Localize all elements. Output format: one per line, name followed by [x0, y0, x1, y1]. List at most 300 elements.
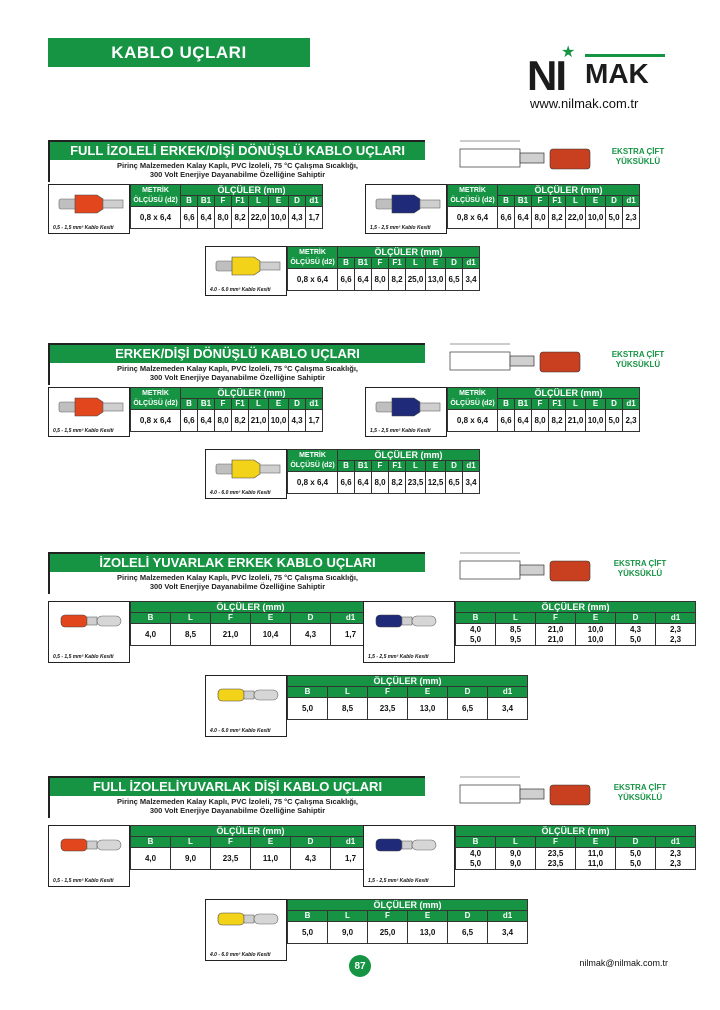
- table-cell: [496, 624, 536, 646]
- spec-table: [287, 899, 528, 944]
- column-header: L: [566, 399, 586, 410]
- cell-value: 12,5: [427, 477, 444, 487]
- column-header: B1: [355, 258, 372, 269]
- column-header: F: [211, 837, 251, 848]
- column-header: D: [616, 837, 656, 848]
- cell-value: 5,0: [629, 848, 642, 858]
- metric-label-2: ÖLÇÜSÜ (d2): [450, 196, 495, 204]
- column-header: d1: [463, 461, 480, 472]
- olculer-header: ÖLÇÜLER (mm): [181, 185, 323, 196]
- cable-section-caption: 0,5 - 1,5 mm² Kablo Kesiti: [53, 654, 114, 660]
- metric-label-1: METRİK: [299, 451, 326, 459]
- cell-value: 3,4: [501, 927, 514, 937]
- table-cell: [448, 922, 488, 944]
- olculer-header: ÖLÇÜLER (mm): [456, 826, 696, 837]
- table-cell: [488, 698, 528, 720]
- cable-section-caption: 0,5 - 1,5 mm² Kablo Kesiti: [53, 878, 114, 884]
- cell-value: 10,0: [270, 415, 287, 425]
- column-header: D: [606, 399, 623, 410]
- cell-value: 6,6: [183, 212, 195, 222]
- section-description: [50, 364, 425, 382]
- cable-section-caption: 1,5 - 2,5 mm² Kablo Kesiti: [368, 654, 429, 660]
- table-cell: [656, 624, 696, 646]
- product-image-box: [205, 449, 287, 499]
- table-cell: [389, 472, 406, 494]
- cell-value-2: 5,0: [469, 634, 482, 644]
- spec-table: [130, 387, 323, 432]
- column-header: F: [536, 837, 576, 848]
- column-header: L: [406, 461, 426, 472]
- table-cell: [338, 269, 355, 291]
- table-cell: [515, 207, 532, 229]
- product-image-box: [48, 825, 130, 887]
- page-number: 87: [349, 955, 371, 977]
- column-header: E: [426, 258, 446, 269]
- olculer-header: ÖLÇÜLER (mm): [498, 185, 640, 196]
- dimension-drawing: [440, 547, 600, 597]
- table-cell: [269, 207, 289, 229]
- cell-value: 13,0: [427, 274, 444, 284]
- table-cell: [616, 848, 656, 870]
- column-header: B1: [198, 196, 215, 207]
- table-cell: [181, 410, 198, 432]
- spec-table: [130, 601, 371, 646]
- table-cell: [291, 624, 331, 646]
- column-header: E: [586, 196, 606, 207]
- cell-value: 6,5: [461, 927, 474, 937]
- cell-value: 9,0: [341, 927, 354, 937]
- section-description: [50, 573, 425, 591]
- cell-value: 5,0: [301, 703, 314, 713]
- column-header: B: [456, 837, 496, 848]
- material-line-2: 300 Volt Enerjiye Dayanabilme Özelliğine Sahiptir: [149, 373, 326, 382]
- cell-value: 8,2: [234, 212, 246, 222]
- column-header: L: [406, 258, 426, 269]
- material-line-1: Pirinç Malzemeden Kalay Kaplı, PVC İzoleli, 75 °C Çalışma Sıcaklığı,: [116, 573, 358, 582]
- terminal-icon: [57, 606, 127, 641]
- column-header: d1: [331, 837, 371, 848]
- section-header: [48, 776, 425, 818]
- cell-value: 4,0: [469, 848, 482, 858]
- cell-value: 22,0: [567, 212, 584, 222]
- cell-value: 25,0: [407, 274, 424, 284]
- column-header: D: [448, 911, 488, 922]
- table-cell: [328, 698, 368, 720]
- terminal-icon: [214, 454, 284, 489]
- cell-value: 9,0: [184, 853, 197, 863]
- table-cell: [291, 848, 331, 870]
- cell-value: 3,4: [465, 477, 477, 487]
- table-cell: [496, 848, 536, 870]
- table-cell: [171, 848, 211, 870]
- contact-email: nilmak@nilmak.com.tr: [579, 958, 668, 968]
- terminal-icon: [372, 830, 442, 865]
- cell-value: 21,0: [250, 415, 267, 425]
- metric-value: 0,8 x 6,4: [131, 207, 181, 229]
- metric-header: [288, 450, 338, 472]
- column-header: B: [288, 911, 328, 922]
- spec-table: [447, 387, 640, 432]
- table-cell: [249, 410, 269, 432]
- spec-table: [455, 825, 696, 870]
- table-cell: [372, 472, 389, 494]
- column-header: E: [251, 837, 291, 848]
- olculer-header: ÖLÇÜLER (mm): [288, 676, 528, 687]
- cell-value: 3,4: [501, 703, 514, 713]
- column-header: F: [368, 687, 408, 698]
- table-cell: [269, 410, 289, 432]
- metric-label-1: METRİK: [142, 186, 169, 194]
- terminal-icon: [214, 680, 284, 715]
- cell-value: 6,6: [500, 212, 512, 222]
- ekstra-label: EKSTRA ÇİFT YÜKSÜKLÜ: [613, 783, 667, 802]
- table-cell: [456, 848, 496, 870]
- table-cell: [355, 269, 372, 291]
- product-image-box: [48, 601, 130, 663]
- column-header: D: [289, 196, 306, 207]
- cable-section-caption: 0,5 - 1,5 mm² Kablo Kesiti: [53, 428, 114, 434]
- dimension-drawing: [440, 135, 600, 185]
- column-header: d1: [623, 399, 640, 410]
- table-cell: [406, 472, 426, 494]
- table-cell: [426, 269, 446, 291]
- column-header: B: [498, 399, 515, 410]
- cable-section-caption: 1,5 - 2,5 mm² Kablo Kesiti: [370, 428, 431, 434]
- olculer-header: ÖLÇÜLER (mm): [498, 388, 640, 399]
- table-cell: [198, 207, 215, 229]
- column-header: d1: [656, 837, 696, 848]
- column-header: B: [131, 837, 171, 848]
- column-header: F1: [232, 399, 249, 410]
- cell-value-2: 23,5: [547, 858, 564, 868]
- section-title: ERKEK/DİŞİ DÖNÜŞLÜ KABLO UÇLARI: [115, 346, 360, 361]
- metric-value: 0,8 x 6,4: [288, 472, 338, 494]
- cell-value: 8,0: [374, 477, 386, 487]
- metric-label-1: METRİK: [299, 248, 326, 256]
- column-header: L: [171, 837, 211, 848]
- cell-value: 4,3: [304, 853, 317, 863]
- cell-value: 10,0: [587, 415, 604, 425]
- column-header: L: [249, 196, 269, 207]
- cell-value: 8,2: [391, 477, 403, 487]
- table-cell: [616, 624, 656, 646]
- cell-value: 8,2: [391, 274, 403, 284]
- cell-value-2: 9,5: [509, 634, 522, 644]
- section-title: İZOLELİ YUVARLAK ERKEK KABLO UÇLARI: [99, 555, 376, 570]
- metric-label-2: ÖLÇÜSÜ (d2): [290, 461, 335, 469]
- metric-label-2: ÖLÇÜSÜ (d2): [133, 399, 178, 407]
- column-header: F1: [389, 461, 406, 472]
- column-header: d1: [656, 613, 696, 624]
- cell-value: 4,0: [144, 629, 157, 639]
- column-header: E: [269, 399, 289, 410]
- nilmak-logo: [527, 46, 672, 116]
- column-header: B1: [515, 196, 532, 207]
- cell-value: 5,0: [301, 927, 314, 937]
- terminal-icon: [57, 392, 127, 427]
- column-header: d1: [488, 687, 528, 698]
- cell-value: 13,0: [419, 703, 436, 713]
- cell-value: 1,7: [308, 415, 320, 425]
- ekstra-label: EKSTRA ÇİFT YÜKSÜKLÜ: [613, 559, 667, 578]
- column-header: F: [215, 399, 232, 410]
- terminal-icon: [214, 904, 284, 939]
- cell-value: 8,0: [534, 212, 546, 222]
- logo-bar: [585, 54, 665, 57]
- metric-header: [448, 185, 498, 207]
- column-header: E: [408, 687, 448, 698]
- metric-header: [448, 388, 498, 410]
- olculer-header: ÖLÇÜLER (mm): [456, 602, 696, 613]
- cell-value: 8,5: [509, 624, 522, 634]
- column-header: L: [328, 911, 368, 922]
- cell-value-2: 5,0: [629, 858, 642, 868]
- cable-section-caption: 1,5 - 2,5 mm² Kablo Kesiti: [370, 225, 431, 231]
- column-header: d1: [306, 399, 323, 410]
- table-cell: [576, 848, 616, 870]
- column-header: E: [576, 837, 616, 848]
- metric-label-1: METRİK: [459, 389, 486, 397]
- table-cell: [289, 207, 306, 229]
- cell-value: 5,0: [608, 415, 620, 425]
- star-icon: ★: [561, 44, 576, 61]
- cell-value: 8,2: [551, 415, 563, 425]
- column-header: L: [566, 196, 586, 207]
- table-cell: [232, 410, 249, 432]
- column-header: F: [368, 911, 408, 922]
- cable-section-caption: 0,5 - 1,5 mm² Kablo Kesiti: [53, 225, 114, 231]
- table-cell: [389, 269, 406, 291]
- cable-section-caption: 4.0 - 6.0 mm² Kablo Kesiti: [210, 728, 271, 734]
- cell-value: 6,4: [357, 477, 369, 487]
- table-cell: [131, 848, 171, 870]
- cell-value: 6,4: [357, 274, 369, 284]
- cell-value: 8,5: [184, 629, 197, 639]
- table-cell: [463, 269, 480, 291]
- table-cell: [426, 472, 446, 494]
- column-header: F1: [389, 258, 406, 269]
- product-image-box: [365, 387, 447, 437]
- column-header: E: [251, 613, 291, 624]
- cable-section-caption: 4.0 - 6.0 mm² Kablo Kesiti: [210, 952, 271, 958]
- column-header: L: [249, 399, 269, 410]
- cell-value: 6,5: [448, 274, 460, 284]
- cell-value: 5,0: [608, 212, 620, 222]
- cell-value: 6,6: [183, 415, 195, 425]
- material-line-1: Pirinç Malzemeden Kalay Kaplı, PVC İzoleli, 75 °C Çalışma Sıcaklığı,: [116, 161, 358, 170]
- spec-table: [287, 675, 528, 720]
- cell-value: 6,6: [340, 274, 352, 284]
- cell-value: 4,3: [629, 624, 642, 634]
- column-header: d1: [623, 196, 640, 207]
- cell-value: 8,2: [234, 415, 246, 425]
- table-cell: [232, 207, 249, 229]
- cell-value: 6,6: [500, 415, 512, 425]
- section-header: [48, 343, 425, 385]
- table-cell: [288, 922, 328, 944]
- table-cell: [446, 472, 463, 494]
- cell-value: 4,3: [291, 212, 303, 222]
- cell-value: 21,0: [567, 415, 584, 425]
- column-header: D: [291, 837, 331, 848]
- logo-mak: MAK: [585, 58, 649, 89]
- metric-header: [131, 185, 181, 207]
- column-header: B: [181, 399, 198, 410]
- table-cell: [171, 624, 211, 646]
- metric-header: [288, 247, 338, 269]
- cell-value: 8,0: [217, 212, 229, 222]
- column-header: d1: [488, 911, 528, 922]
- cell-value-2: 21,0: [547, 634, 564, 644]
- metric-value: 0,8 x 6,4: [448, 410, 498, 432]
- table-cell: [211, 624, 251, 646]
- cell-value: 23,5: [407, 477, 424, 487]
- product-image-box: [365, 184, 447, 234]
- cell-value: 6,5: [448, 477, 460, 487]
- cell-value: 6,6: [340, 477, 352, 487]
- metric-value: 0,8 x 6,4: [131, 410, 181, 432]
- column-header: d1: [331, 613, 371, 624]
- table-cell: [606, 410, 623, 432]
- column-header: E: [586, 399, 606, 410]
- column-header: B: [181, 196, 198, 207]
- cell-value: 3,4: [465, 274, 477, 284]
- cell-value: 10,4: [262, 629, 279, 639]
- cell-value: 4,0: [469, 624, 482, 634]
- table-cell: [251, 624, 291, 646]
- terminal-icon: [57, 189, 127, 224]
- metric-label-1: METRİK: [459, 186, 486, 194]
- table-cell: [406, 269, 426, 291]
- cell-value-2: 2,3: [669, 858, 682, 868]
- column-header: L: [328, 687, 368, 698]
- table-cell: [623, 207, 640, 229]
- cell-value: 1,7: [344, 629, 357, 639]
- product-image-box: [48, 387, 130, 437]
- cell-value: 2,3: [669, 624, 682, 634]
- table-cell: [498, 207, 515, 229]
- table-cell: [131, 624, 171, 646]
- table-cell: [338, 472, 355, 494]
- column-header: F1: [549, 399, 566, 410]
- cell-value: 10,0: [587, 624, 604, 634]
- column-header: F: [372, 461, 389, 472]
- table-cell: [288, 698, 328, 720]
- table-cell: [249, 207, 269, 229]
- terminal-icon: [374, 189, 444, 224]
- material-line-2: 300 Volt Enerjiye Dayanabilme Özelliğine Sahiptir: [149, 582, 326, 591]
- table-cell: [576, 624, 616, 646]
- spec-table: [455, 601, 696, 646]
- dimension-drawing: [430, 338, 590, 388]
- metric-label-2: ÖLÇÜSÜ (d2): [450, 399, 495, 407]
- material-line-1: Pirinç Malzemeden Kalay Kaplı, PVC İzoleli, 75 °C Çalışma Sıcaklığı,: [116, 364, 358, 373]
- column-header: L: [496, 613, 536, 624]
- column-header: E: [426, 461, 446, 472]
- product-image-box: [205, 899, 287, 961]
- table-cell: [306, 410, 323, 432]
- cell-value: 9,0: [509, 848, 522, 858]
- cell-value: 6,4: [517, 415, 529, 425]
- cell-value-2: 10,0: [587, 634, 604, 644]
- table-cell: [408, 698, 448, 720]
- logo-ni: NI: [527, 52, 565, 99]
- column-header: F: [536, 613, 576, 624]
- product-image-box: [48, 184, 130, 234]
- column-header: B: [288, 687, 328, 698]
- column-header: E: [576, 613, 616, 624]
- product-image-box: [363, 601, 455, 663]
- cell-value: 1,7: [344, 853, 357, 863]
- olculer-header: ÖLÇÜLER (mm): [181, 388, 323, 399]
- metric-value: 0,8 x 6,4: [448, 207, 498, 229]
- olculer-header: ÖLÇÜLER (mm): [338, 247, 480, 258]
- cell-value-2: 9,0: [509, 858, 522, 868]
- section-header: [48, 140, 425, 182]
- table-cell: [355, 472, 372, 494]
- olculer-header: ÖLÇÜLER (mm): [131, 602, 371, 613]
- column-header: F: [211, 613, 251, 624]
- table-cell: [211, 848, 251, 870]
- cell-value: 1,7: [308, 212, 320, 222]
- metric-value: 0,8 x 6,4: [288, 269, 338, 291]
- column-header: B: [456, 613, 496, 624]
- logo-url: www.nilmak.com.tr: [530, 96, 639, 111]
- table-cell: [306, 207, 323, 229]
- column-header: L: [496, 837, 536, 848]
- table-cell: [408, 922, 448, 944]
- column-header: d1: [463, 258, 480, 269]
- cell-value-2: 5,0: [629, 634, 642, 644]
- cell-value: 2,3: [625, 415, 637, 425]
- spec-table: [287, 449, 480, 494]
- table-cell: [372, 269, 389, 291]
- cell-value: 6,4: [200, 212, 212, 222]
- cell-value: 8,0: [534, 415, 546, 425]
- column-header: F1: [549, 196, 566, 207]
- column-header: B: [338, 461, 355, 472]
- table-cell: [532, 207, 549, 229]
- cell-value: 10,0: [270, 212, 287, 222]
- table-cell: [566, 410, 586, 432]
- cell-value: 4,0: [144, 853, 157, 863]
- cable-section-caption: 4.0 - 6.0 mm² Kablo Kesiti: [210, 490, 271, 496]
- olculer-header: ÖLÇÜLER (mm): [131, 826, 371, 837]
- table-cell: [532, 410, 549, 432]
- table-cell: [623, 410, 640, 432]
- page-title: KABLO UÇLARI: [48, 38, 310, 67]
- ekstra-label: EKSTRA ÇİFT YÜKSÜKLÜ: [611, 147, 665, 166]
- column-header: d1: [306, 196, 323, 207]
- spec-table: [447, 184, 640, 229]
- material-line-2: 300 Volt Enerjiye Dayanabilme Özelliğine Sahiptir: [149, 170, 326, 179]
- section-description: [50, 797, 425, 815]
- terminal-icon: [372, 606, 442, 641]
- column-header: F1: [232, 196, 249, 207]
- cable-section-caption: 1,5 - 2,5 mm² Kablo Kesiti: [368, 878, 429, 884]
- table-cell: [656, 848, 696, 870]
- cell-value: 23,5: [222, 853, 239, 863]
- spec-table: [130, 825, 371, 870]
- cell-value: 2,3: [625, 212, 637, 222]
- spec-table: [287, 246, 480, 291]
- column-header: B: [131, 613, 171, 624]
- column-header: D: [616, 613, 656, 624]
- table-cell: [368, 698, 408, 720]
- section-header: [48, 552, 425, 594]
- column-header: D: [606, 196, 623, 207]
- metric-label-2: ÖLÇÜSÜ (d2): [290, 258, 335, 266]
